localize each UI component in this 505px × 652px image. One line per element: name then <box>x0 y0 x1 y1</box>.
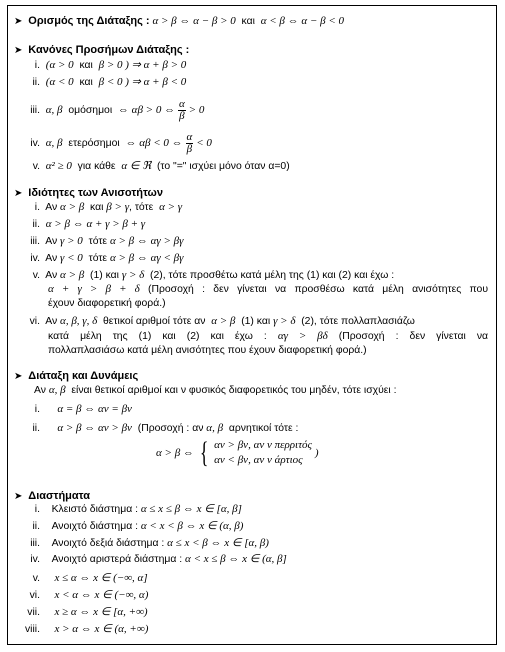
list-item-continued: έχουν διαφορετική φορά.) <box>48 298 166 309</box>
fraction: $\frac{\alpha}{\beta}$ <box>179 97 185 122</box>
list-item: v. Αν α > β (1) και γ > δ (2), τότε προσθέτω κατά μέλη της (1) και (2) και έχω : <box>32 269 395 281</box>
case-formula: α > β ⇔ { αν > βν, αν ν περριτός αν < βν, αν ν άρτιος ) <box>156 436 319 469</box>
arrow-bullet-icon: ➤ <box>14 16 23 27</box>
list-item: i. Αν α > β και β > γ, τότε α > γ <box>34 201 183 213</box>
section-title: Διαστήματα <box>28 490 91 502</box>
arrow-bullet-icon: ➤ <box>14 491 23 502</box>
list-item: iii. α, β ομόσημοι ⇔ αβ > 0 ⇔ $\frac{\alpha}{\beta}$ > 0 <box>30 97 205 122</box>
list-item: vii. x ≥ α ⇔ x ∈ [α, +∞) <box>27 606 148 618</box>
list-item-continued: α + γ > β + δ (Προσοχή : δεν γίνεται να προσθέσω κατά μέλη ανισότητες που <box>48 283 489 295</box>
arrow-bullet-icon: ➤ <box>14 371 23 382</box>
list-item: iv. Αν γ < 0 τότε α > β ⇔ αγ < βγ <box>30 252 184 264</box>
formula: α < β ⇔ α − β < 0 <box>260 15 344 27</box>
list-item: ii. (α < 0 και β < 0 ) ⇒ α + β < 0 <box>32 76 187 88</box>
section-powers <box>14 370 138 383</box>
list-item: ii. α > β ⇔ αν > βν (Προσοχή : αν α, β αρνητικοί τότε : <box>32 422 299 434</box>
section-title: Ιδιότητες των Ανισοτήτων <box>28 187 163 199</box>
list-item: iv. α, β ετερόσημοι ⇔ αβ < 0 ⇔ $\frac{\alpha}{\beta}$ < 0 <box>30 130 212 155</box>
list-item: viii. x > α ⇔ x ∈ (α, +∞) <box>24 623 149 635</box>
list-item: vi. x < α ⇔ x ∈ (−∞, α) <box>29 589 149 601</box>
text: και <box>241 16 255 27</box>
list-item: i. (α > 0 και β > 0 ) ⇒ α + β > 0 <box>34 59 187 71</box>
section-sign-rules <box>14 44 189 57</box>
list-item: ii. α > β ⇔ α + γ > β + γ <box>32 218 146 230</box>
list-item: v. α² ≥ 0 για κάθε α ∈ ℜ (το "=" ισχύει μόνο όταν α=0) <box>32 160 290 172</box>
arrow-bullet-icon: ➤ <box>14 45 23 56</box>
section-title: Ορισμός της Διάταξης : <box>28 15 150 27</box>
section-definition <box>14 15 344 28</box>
list-item: iii. Ανοιχτό δεξιά διάστημα : α ≤ x < β ⇔ x ∈ [α, β) <box>30 537 269 549</box>
left-brace-icon: { <box>199 436 209 469</box>
list-item-continued: κατά μέλη της (1) και (2) και έχω : αγ > βδ (Προσοχή : δεν γίνεται να <box>48 330 489 342</box>
section-intervals <box>14 490 90 503</box>
list-item: v. x ≤ α ⇔ x ∈ (−∞, α] <box>32 572 148 584</box>
section-properties <box>14 187 163 200</box>
list-item: iv. Ανοιχτό αριστερά διάστημα : α < x ≤ β ⇔ x ∈ (α, β] <box>30 553 287 565</box>
list-item: vi. Αν α, β, γ, δ θετικοί αριθμοί τότε αν α > β (1) και γ > δ (2), τότε πολλαπλασιάζω <box>29 315 415 327</box>
section-title: Κανόνες Προσήμων Διάταξης : <box>28 44 190 56</box>
list-item: ii. Ανοιχτό διάστημα : α < x < β ⇔ x ∈ (α, β) <box>32 520 244 532</box>
list-item-continued: πολλαπλασιάσω κατά μέλη ανισότητες που έχουν διαφορετική φορά.) <box>48 345 367 356</box>
formula: α > β ⇔ α − β > 0 <box>152 15 236 27</box>
arrow-bullet-icon: ➤ <box>14 188 23 199</box>
document-frame <box>7 5 497 645</box>
list-item: i. α = β ⇔ αν = βν <box>34 403 132 415</box>
section-title: Διάταξη και Δυνάμεις <box>28 370 139 382</box>
fraction: $\frac{\alpha}{\beta}$ <box>186 130 193 155</box>
list-item: i. Κλειστό διάστημα : α ≤ x ≤ β ⇔ x ∈ [α, β] <box>34 503 242 515</box>
list-item: iii. Αν γ > 0 τότε α > β ⇔ αγ > βγ <box>30 235 184 247</box>
intro-text: Αν α, β είναι θετικοί αριθμοί και ν φυσικός διαφορετικός του μηδέν, τότε ισχύει : <box>34 384 397 396</box>
